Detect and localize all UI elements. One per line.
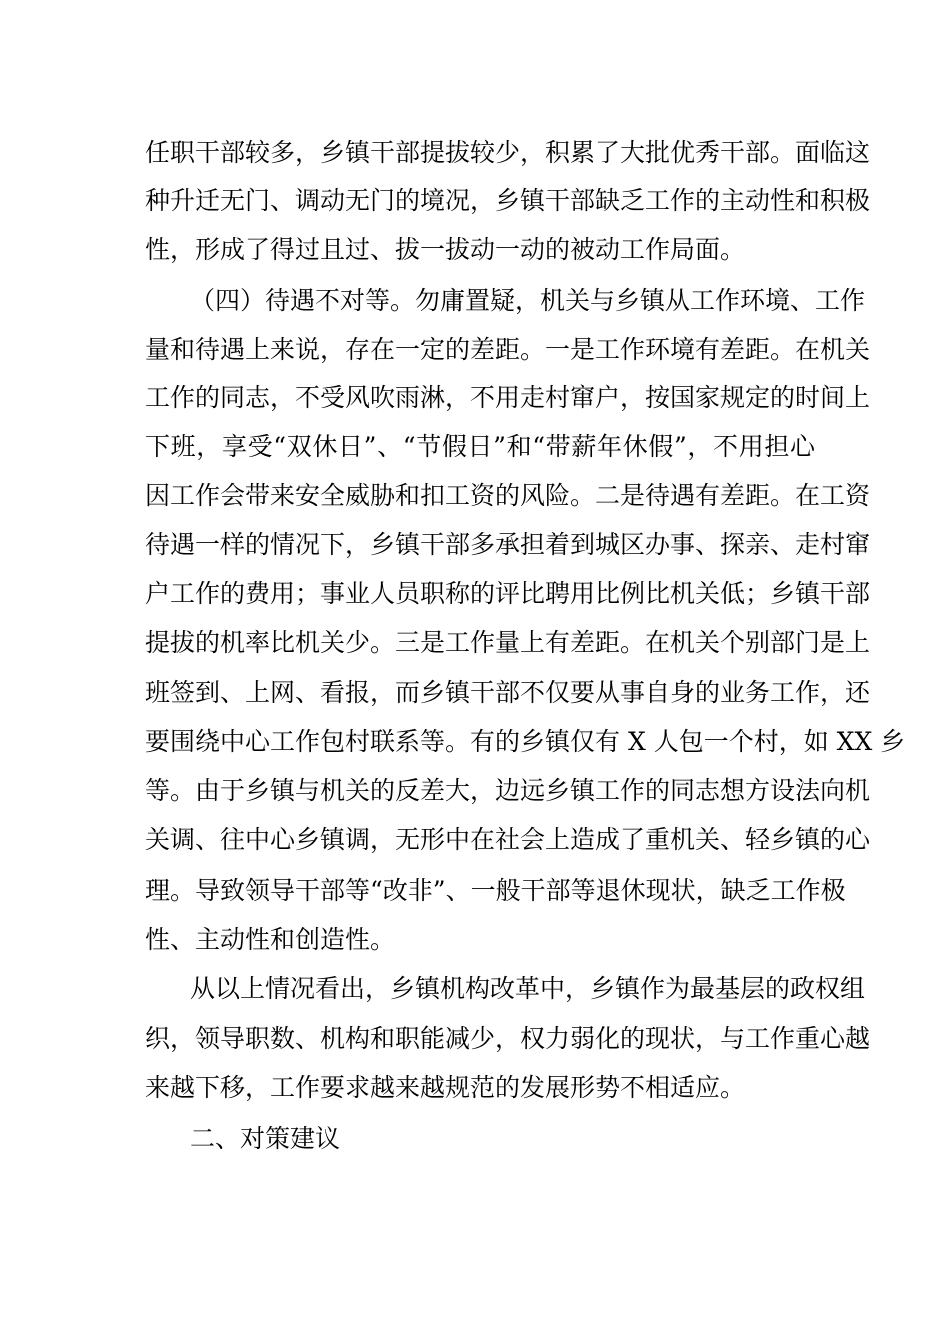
text-line: 户工作的费用；事业人员职称的评比聘用比例比机关低；乡镇干部 — [145, 579, 871, 608]
text-line: 班签到、上网、看报，而乡镇干部不仅要从事自身的业务工作，还 — [145, 678, 871, 707]
text-line: 因工作会带来安全威胁和扣工资的风险。二是待遇有差距。在工资 — [145, 481, 871, 510]
text-line: 来越下移，工作要求越来越规范的发展形势不相适应。 — [145, 1073, 746, 1102]
text-line: 提拔的机率比机关少。三是工作量上有差距。在机关个别部门是上 — [145, 628, 871, 657]
text-line: 从以上情况看出，乡镇机构改革中，乡镇作为最基层的政权组 — [190, 974, 866, 1003]
section-heading: 二、对策建议 — [190, 1124, 341, 1153]
text-line: 关调、往中心乡镇调，无形中在社会上造成了重机关、轻乡镇的心 — [145, 825, 871, 854]
text-line: 任职干部较多，乡镇干部提拔较少，积累了大批优秀干部。面临这 — [145, 138, 871, 167]
text-line: 性、主动性和创造性。 — [145, 925, 396, 954]
text-line: 待遇一样的情况下，乡镇干部多承担着到城区办事、探亲、走村窜 — [145, 530, 871, 559]
text-line: 性，形成了得过且过、拔一拔动一动的被动工作局面。 — [145, 235, 746, 264]
text-line: 等。由于乡镇与机关的反差大，边远乡镇工作的同志想方设法向机 — [145, 776, 871, 805]
text-line: 工作的同志，不受风吹雨淋，不用走村窜户，按国家规定的时间上 — [145, 383, 871, 412]
text-line: 下班，享受“双休日”、“节假日”和“带薪年休假”，不用担心 — [145, 432, 815, 461]
text-line: 种升迁无门、调动无门的境况，乡镇干部缺乏工作的主动性和积极 — [145, 186, 871, 215]
text-line: 理。导致领导干部等“改非”、一般干部等退休现状，缺乏工作极 — [145, 876, 846, 905]
text-line: 要围绕中心工作包村联系等。有的乡镇仅有 X 人包一个村，如 XX 乡 — [145, 727, 906, 756]
text-line: 织，领导职数、机构和职能减少，权力弱化的现状，与工作重心越 — [145, 1024, 871, 1053]
text-line: （四）待遇不对等。勿庸置疑，机关与乡镇从工作环境、工作 — [190, 286, 866, 315]
text-line: 量和待遇上来说，存在一定的差距。一是工作环境有差距。在机关 — [145, 335, 871, 364]
